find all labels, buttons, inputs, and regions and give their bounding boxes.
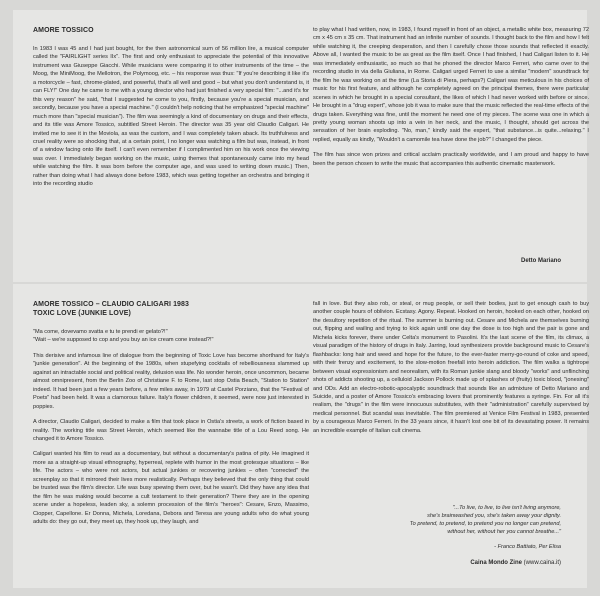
section2-heading (33, 300, 309, 318)
credit-url: (www.caina.it) (523, 560, 561, 566)
section1-right-column (313, 26, 589, 168)
section1-left-column (33, 26, 309, 189)
section2-right-paragraph: fall in love. But they also rob, or steal, or mug people, or sell their bodies, just to get enough cash to buy another couple hours of oblivion. Ecstasy. Agony. Repeat. Hooked on heroin, hooked on each other, hooked on the desultory repetition of the ritual. The summer is burning out. Cesare and Michela are themselves burning out, flipping and wailing and trying to kick again until one day the dose is too high and the pair is gone and Michela kicks forever, there under Celta's monument to Pasolini. It's the last scene of the film, its climax, a visual paradigm of the history of drugs in Italy. Jarring, loud synthesizers provide background music to Cesare's flashbacks: long hair and weed and hope for the future, to the ever-faster merry-go-round of coke and speed, with their frenzy and excitement, to the slow-motion freefall into heroin addiction. The film walks a tightrope between visual expressionism and neorealism, with its Roman junkie slang and bloody "works" and unflinching shots of addicts shooting up, a celluloid Jackson Pollock made up of splashes of (fruity) toxic blood, "jonesing" and ODs. Add an electro-robotic-apocalyptic soundtrack that sounds like an admixture of Detto Mariano and Suicide, and a poster of Amore Tossico's embracing lovers that prominently features a syringe. Fin. For all it's realism, the "drugs" in the film were innocuous substitutes, with their "administration" carefully supervised by medical personnel. But scandal was inevitable. The film premiered at Venice Film Festival in 1983, presented by a courageous Marco Ferreri. In the 33 years since, it hasn't lost one bit of its devastating power. It remains an incredible example of Italian cult cinema. (313, 301, 589, 434)
section2-left-column (33, 300, 309, 527)
quote-attribution: - Franco Battiato, Per Elisa (494, 544, 561, 550)
credit-name: Caina Mondo Zine (470, 560, 522, 566)
section1-right-paragraph: to play what I had written, now, in 1983, I found myself in front of an object, a metallic white box, measuring 72 cm x 45 cm x 35 cm. That instrument had an infinite number of sounds. I thought back to the film and how I felt while watching it, the creeping desperation, and then I carefully chose those sounds that reflected it exactly. Above all, I wanted the music to be as great as the film itself. Once I had finished, I had Caligari listen to it. He was immediately enthusiastic, so much so that he phoned the director Marco Ferreri, who came over to the recording studio in via della Giuliana, in Rome. Caligari urged Ferreri to use a similar "modern" soundtrack for the film he was working on at the time (La Storia di Piera, perhaps?) Caligari was meticulous in his choices of music for his first feature, and although he completely agreed on the principal themes, there were particular scenes in which he brought in a special consultant, the likes of which I had never worked with before or since. He brought in a "drug expert", whose job it was to make sure that the music reflected the real-time effects of the drugs taken. Everything was fine, until the moment he need one of my pieces. The scene was one in which a pretty young woman shoots up into a vein in her neck, and the music, I thought, should get across the sensation of her brain exploding. "No, man," kindly said the expert, "that substance...is quite...relaxing." I replied, equally as kindly, "Wouldn't a camomile tea have done the job?" I changed the piece. (313, 27, 589, 143)
section1-right-paragraph: The film has since won prizes and critical acclaim practically worldwide, and I am proud and happy to have been the person chosen to write the music that accompanies this authentic cinematic masterwork. (313, 152, 589, 167)
battiato-quote: "...To live, to live, to live isn't living anymore, she's brainwashed you, she's taken away your dignity. To pretend, to pretend, to pretend you no longer can pretend, without her, without her you cannot breathe..." (409, 505, 561, 535)
liner-notes-panel-top (13, 10, 587, 282)
section2-left-paragraph: This derisive and infamous line of dialogue from the beginning of Toxic Love has become shorthand for Italy's "junkie generation". At the beginning of the 1980s, when stupefying cocktails of rebelliousness slammed up against an intractable social and political reality, delusion was life. No wonder heroin, once uncommon, became almost omnipresent, from the Berlin Zoo of Christiane F. to Rome, last stop Ostia Beach, "Station to Station" indeed. It had been just a few years before, a few miles away, in 1979 at Castel Porziano, that the "Festival of Poets" had been held. It was a clamorous failure. Italy's flower children, it seemed, were now just interested in poppies. (33, 352, 309, 410)
signature-detto-mariano: Detto Mariano (520, 258, 561, 264)
section2-left-paragraph: A director, Claudio Caligari, decided to make a film that took place in Ostia's streets, a work of fiction based in reality. The working title was Street Heroin, which seemed like the wannabe title of a Lou Reed song. He changed it to Amore Tossico. (33, 419, 309, 442)
section2-heading-line2: TOXIC LOVE (JUNKIE LOVE) (33, 310, 131, 317)
section2-right-column (313, 300, 589, 435)
section2-left-paragraph: "Ma come, dovevamo svatta e tu te prendi er gelato?!" "Wait – we're supposed to cop and you buy an ice cream cone instead?!" (33, 329, 214, 344)
section1-left-paragraph: In 1983 I was 45 and I had just bought, for the then astronomical sum of 56 million lire, a musical computer called the "FAIRLIGHT series IIx". The first and only enthusiast to appreciate the potential of this innovative instrument was Giuseppe Giacchi. While musicians were comparing it to other instruments of the time – the Moog, the MiniMoog, the Mellotron, the Polymoog, etc. – his response was thus: "If you're describing it like it's a motorcycle – fast, chrome-plated, and powerful, that's all well and good – but what you don't understand is, it can FLY!" One day he came to me with a young director who had just finished a very special film: "...and it's for this very reason" he said, "that I suggested he come to you, firstly, because you're a special musician, and secondly, because you have a special machine." (I couldn't help noticing that he emphasized "special machine" much more than "special musician"). The film was seemingly a kind of documentary on drugs and their effects, and its title was Amore Tossico, subtitled Street Heroin. The director was 35 year old Claudio Caligari. He invited me to see it in the Moviola, as was the custom, and I was completely taken aback. Its truthfulness and cruel reality were so shocking that, at a certain point, I no longer was watching a film but was, instead, in front of a window facing onto life itself. I can't even remember if I complimented him on his work once the viewing was over. I immediately began working on the music, using themes that spontaneously came into my head while watching the film. It was born before the computer age, and was used to writing down music.) Then, rather than doing what I had always done before 1983, which was getting together an orchestra and bringing it into the recording studio (33, 46, 309, 188)
section2-left-paragraph: Caligari wanted his film to read as a documentary, but without a documentary's patina of pity. He imagined it more as a straight-up visual ethnography, hyperreal, replete with humor in the most grotesque situations – like life. The actors – who were not actors, but actual junkies or recovering junkies – often "corrected" the screenplay so that it mirrored their lives more realistically. Perhaps they believed that the only thing that could be trusted was the film's director. Life was busy spewing them over, but he wasn't. Did they have any idea that the film he was making would become a cult testament to their generation? There they are in the opening scene under a hopeless, leaden sky, a solemn procession of the film's "heroes": Cesare, Enzo, Massimo, Ciopper, Capellone. Er Donna, Michela, Loredana, Debora and Teresa are young adults who do what young adults do: they go out, they meet up, they hook up, they laugh, and (33, 451, 309, 526)
credit-line (470, 560, 561, 566)
liner-notes-panel-bottom (13, 284, 587, 588)
section2-heading-line1: AMORE TOSSICO – CLAUDIO CALIGARI 1983 (33, 301, 190, 308)
section1-heading: AMORE TOSSICO (33, 27, 94, 34)
